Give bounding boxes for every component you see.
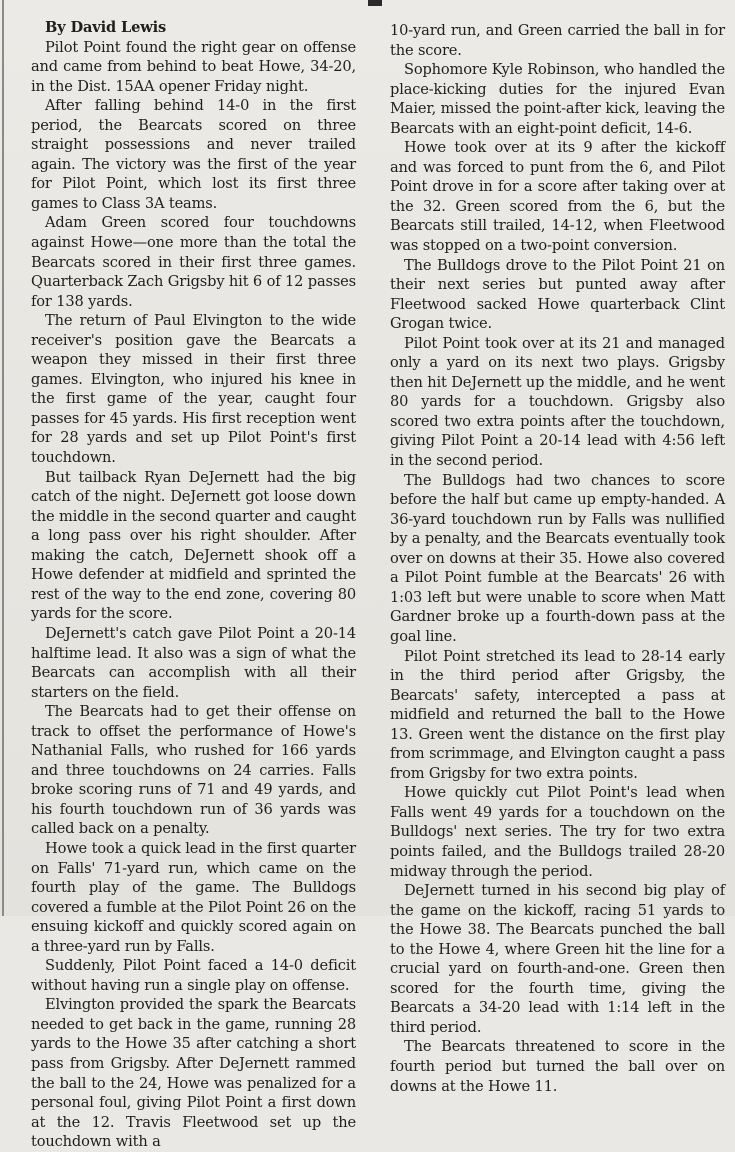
article-paragraph: Sophomore Kyle Robinson, who handled the place-kicking duties for the injured Evan Maier, missed the point-after kick, leaving the Bearcats with an eight-point deficit, 14-6.: [390, 61, 725, 137]
right-paragraphs: [390, 21, 725, 1096]
article-paragraph: After falling behind 14-0 in the first period, the Bearcats scored on three straight possessions and never trailed again. The victory was the first of the year for Pilot Point, which lost its first three games to Class 3A teams.: [31, 97, 356, 212]
top-edge-mark: [368, 0, 382, 6]
article-paragraph: The Bearcats had to get their offense on track to offset the performance of Howe's Nathanial Falls, who rushed for 166 yards and three touchdowns on 24 carries. Falls broke scoring runs of 71 and 49 yards, and his fourth touchdown run of 36 yards was called back on a penalty.: [31, 703, 356, 838]
article-paragraph: The Bulldogs drove to the Pilot Point 21 on their next series but punted away after Fleetwood sacked Howe quarterback Clint Grogan twice.: [390, 256, 725, 333]
article-paragraph: The Bulldogs had two chances to score before the half but came up empty-handed. A 36-yard touchdown run by Falls was nullified by a penalty, and the Bearcats eventually took over on downs at their 35. Howe also covered a Pilot Point fumble at the Bearcats' 26 with 1:03 left but were unable to score when Matt Gardner broke up a fourth-down pass at the goal line.: [390, 471, 725, 645]
article-paragraph: DeJernett turned in his second big play of the game on the kickoff, racing 51 yards to the Howe 38. The Bearcats punched the ball to the Howe 4, where Green hit the line for a crucial yard on fourth-and-one. Green then scored for the fourth time, giving the Bearcats a 34-20 lead with 1:14 left in the third period.: [390, 882, 725, 1036]
article-paragraph: Adam Green scored four touchdowns against Howe—one more than the total the Bearcats scored in their first three games. Quarterback Zach Grigsby hit 6 of 12 passes for 138 yards.: [31, 214, 356, 310]
article-left-column: [31, 18, 356, 1152]
article-paragraph: The return of Paul Elvington to the wide receiver's position gave the Bearcats a weapon they missed in their first three games. Elvington, who injured his knee in the first game of the year, caught four passes for 45 yards. His first reception went for 28 yards and set up Pilot Point's first touchdown.: [31, 312, 356, 467]
article-paragraph: DeJernett's catch gave Pilot Point a 20-14 halftime lead. It also was a sign of what the Bearcats can accomplish with all their starters on the field.: [31, 624, 356, 701]
article-paragraph: But tailback Ryan DeJernett had the big catch of the night. DeJernett got loose down the middle in the second quarter and caught a long pass over his right shoulder. After making the catch, DeJernett shook off a Howe defender at midfield and sprinted the rest of the way to the end zone, covering 80 yards for the score.: [31, 468, 356, 623]
byline: By David Lewis: [45, 19, 167, 36]
article-paragraph: Pilot Point found the right gear on offense and came from behind to beat Howe, 34-20, in the Dist. 15AA opener Friday night.: [31, 38, 356, 95]
article-paragraph: Pilot Point took over at its 21 and managed only a yard on its next two plays. Grigsby then hit DeJernett up the middle, and he went 80 yards for a touchdown. Grigsby also scored two extra points after the touchdown, giving Pilot Point a 20-14 lead with 4:56 left in the second period.: [390, 334, 725, 470]
article-paragraph: Howe took over at its 9 after the kickoff and was forced to punt from the 6, and Pilot Point drove in for a score after taking over at the 32. Green scored from the 6, but the Bearcats still trailed, 14-12, when Fleetwood was stopped on a two-point conversion.: [390, 139, 725, 255]
article-paragraph: The Bearcats threatened to score in the fourth period but turned the ball over on downs at the Howe 11.: [390, 1038, 725, 1095]
article-paragraph: Howe took a quick lead in the first quarter on Falls' 71-yard run, which came on the fourth play of the game. The Bulldogs covered a fumble at the Pilot Point 26 on the ensuing kickoff and quickly scored again on a three-yard run by Falls.: [31, 839, 356, 955]
column-rule: [2, 0, 4, 916]
article-paragraph: Suddenly, Pilot Point faced a 14-0 deficit without having run a single play on offense.: [31, 957, 356, 994]
article-paragraph: Pilot Point stretched its lead to 28-14 early in the third period after Grigsby, the Bearcats' safety, intercepted a pass at midfield and returned the ball to the Howe 13. Green went the distance on the first play from scrimmage, and Elvington caught a pass from Grigsby for two extra points.: [390, 647, 725, 782]
article-paragraph: 10-yard run, and Green carried the ball in for the score.: [390, 22, 725, 59]
article-paragraph: Howe quickly cut Pilot Point's lead when Falls went 49 yards for a touchdown on the Bulldogs' next series. The try for two extra points failed, and the Bulldogs trailed 28-20 midway through the period.: [390, 784, 725, 880]
left-paragraphs: [31, 38, 356, 1152]
article-paragraph: Elvington provided the spark the Bearcats needed to get back in the game, running 28 yards to the Howe 35 after catching a short pass from Grigsby. After DeJernett rammed the ball to the 24, Howe was penalized for a personal foul, giving Pilot Point a first down at the 12. Travis Fleetwood set up the touchdown with a: [31, 996, 356, 1151]
article-right-column: [390, 21, 725, 1096]
